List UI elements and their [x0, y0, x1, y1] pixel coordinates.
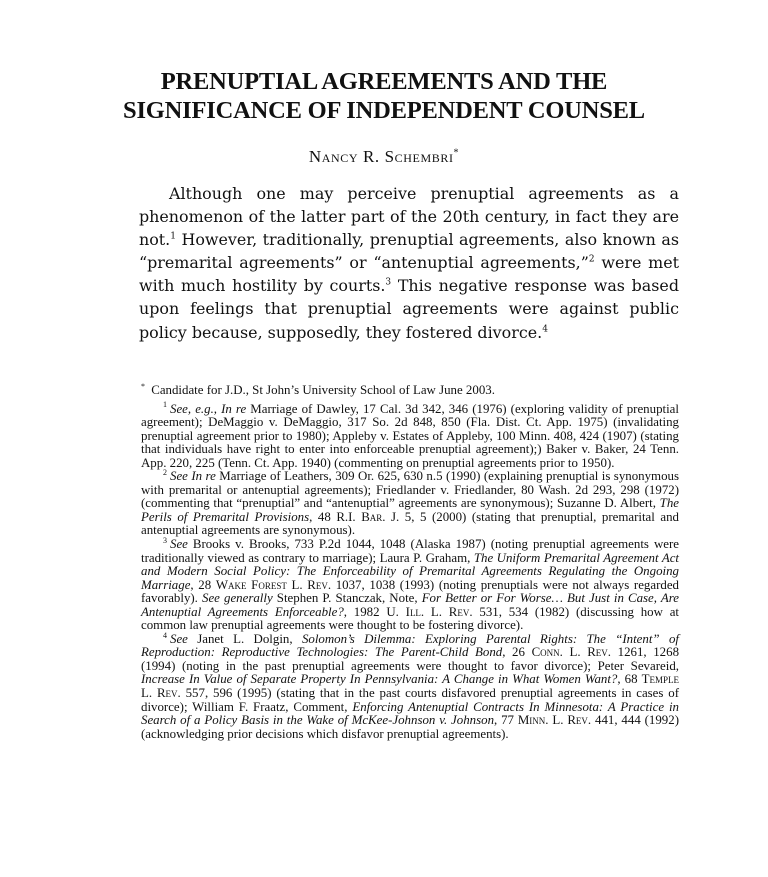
journal-name: Bar [361, 509, 383, 524]
footnote-text: 441, 444 (1992) (acknowledging prior decisions which disfavor prenuptial agreements). [141, 713, 679, 741]
footnote-text: Marriage of Leathers, 309 Or. 625, 630 n.5 (1990) (explaining prenuptial is synonymous with premarital or antenuptial agreements); Friedlander v. Friedlander, 80 Wash. 2d 293, 298 (1972) (commenting that “prenuptial” and “antenuptial” agreements are synonymous); Suzanne D. Albert, [141, 469, 679, 511]
footnote-text: 557, 596 (1995) (stating that in the past courts disfavored prenuptial agreements in cases of divorce); William F. Fraatz, Comment, [141, 686, 680, 714]
author-name: Nancy R. Schembri [308, 147, 454, 166]
footnote-author [141, 381, 679, 398]
footnote-1 [141, 400, 679, 471]
author-footnote-marker: * [453, 147, 460, 159]
footnote-text: , 77 [494, 713, 518, 728]
footnote-text: , 68 [617, 672, 642, 687]
signal-text: See generally [202, 591, 273, 606]
body-text-segment: Although one may perceive prenuptial agreements as a phenomenon of the latter part of the 20th century, in fact they are not. [139, 184, 679, 250]
footnote-text: . J. 5, 5 (2000) (stating that prenuptial, premarital and antenuptial agreements are synonymous). [141, 509, 679, 538]
footnote-ref-2[interactable]: 2 [588, 254, 595, 265]
footnote-text: Janet L. Dolgin, [187, 631, 302, 646]
footnotes-section [141, 381, 680, 741]
article-title-italic: For Better or For Worse… But Just in Case, Are Antenuptial Agreements Enforceable? [141, 591, 679, 619]
footnote-text: Candidate for J.D., St John’s University School of Law June 2003. [148, 383, 495, 397]
journal-name: Minn. L. Rev. [517, 713, 592, 728]
footnote-ref-1[interactable]: 1 [170, 231, 176, 242]
footnote-3 [141, 535, 679, 633]
title-line-1: PRENUPTIAL AGREEMENTS AND THE [160, 68, 608, 96]
body-text-segment: This negative response was based upon feelings that prenuptial agreements were against public policy because, supposedly, they fostered divorce. [139, 276, 680, 342]
article-title-italic: Solomon’s Dilemma: Exploring Parental Rights: The “Intent” of Reproduction: Reproductive Technologies: The Parent-Child Bond [141, 631, 679, 660]
footnote-number: 3 [163, 535, 167, 545]
article-title [0, 67, 768, 125]
footnote-text: , 28 [190, 577, 216, 592]
article-title-italic: Enforcing Antenuptial Contracts In Minnesota: A Practice in Search of a Policy Basis in the Wake of McKee-Johnson v. Johnson [141, 699, 679, 728]
footnote-text: , 26 [502, 645, 532, 660]
author-byline [0, 147, 768, 167]
article-title-italic: The Uniform Premarital Agreement Act and Modern Social Policy: The Enforceability of Premarital Agreements Regulating the Ongoing Marriage [141, 550, 679, 592]
body-text-segment: were met with much hostility by courts. [139, 253, 680, 296]
title-line-2: SIGNIFICANCE OF INDEPENDENT COUNSEL [123, 97, 645, 125]
footnote-text: 1037, 1038 (1993) (noting prenuptials were not always regarded favorably). [141, 577, 679, 606]
journal-name: Conn. L. Rev. [531, 645, 612, 660]
signal-text: See [170, 631, 188, 646]
footnote-number: 1 [163, 400, 167, 410]
footnote-ref-3[interactable]: 3 [385, 278, 392, 289]
footnote-ref-4[interactable]: 4 [542, 324, 548, 335]
footnote-number: 4 [163, 630, 167, 640]
footnote-text: , 48 R.I. [309, 509, 362, 524]
signal-text: See In re [170, 469, 216, 484]
footnote-text: Stephen P. Stanczak, Note, [272, 591, 422, 606]
footnote-text: Marriage of Dawley, 17 Cal. 3d 342, 346 (1976) (exploring validity of prenuptial agreement); DeMaggio v. DeMaggio, 317 So. 2d 848, 850 (Fla. Dist. Ct. App. 1975) (invalidating prenuptial agreement prior to 1980); Appleby v. Estates of Appleby, 100 Minn. 408, 424 (1907) (stating that individuals have right to enter into enforceable prenuptial agreement);) Baker v. Baker, 24 Tenn. App. 220, 225 (Tenn. Ct. App. 1940) (commenting on prenuptial agreements prior to 1950). [141, 401, 679, 470]
footnote-text: , 1982 [343, 604, 387, 619]
footnote-4 [141, 630, 680, 741]
footnote-2 [141, 467, 679, 538]
footnote-text: 1261, 1268 (1994) (noting in the past prenuptial agreements were thought to favor divorce); Peter Sevareid, [141, 645, 680, 673]
body-text-segment: However, traditionally, prenuptial agreements, also known as “premarital agreements” or “antenuptial agreements,” [139, 230, 679, 273]
journal-name: U. Ill. L. Rev. [386, 604, 473, 619]
footnote-marker: * [141, 381, 145, 391]
footnote-text: Brooks v. Brooks, 733 P.2d 1044, 1048 (Alaska 1987) (noting prenuptial agreements were traditionally viewed as contrary to marriage); Laura P. Graham, [141, 537, 679, 565]
article-title-italic: Increase In Value of Separate Property In Pennsylvania: A Change in What Women Want? [141, 672, 618, 687]
article-title-italic: The Perils of Premarital Provisions [141, 496, 679, 524]
footnote-number: 2 [163, 467, 167, 477]
journal-name: Temple L. Rev. [141, 672, 679, 701]
signal-text: See [170, 537, 188, 552]
journal-name: Wake Forest L. Rev. [215, 577, 332, 592]
footnote-text: 531, 534 (1982) (discussing how at common law prenuptial agreements were thought to be fostering divorce). [141, 604, 679, 633]
signal-text: See, e.g., In re [170, 401, 247, 416]
body-paragraph [139, 182, 679, 344]
